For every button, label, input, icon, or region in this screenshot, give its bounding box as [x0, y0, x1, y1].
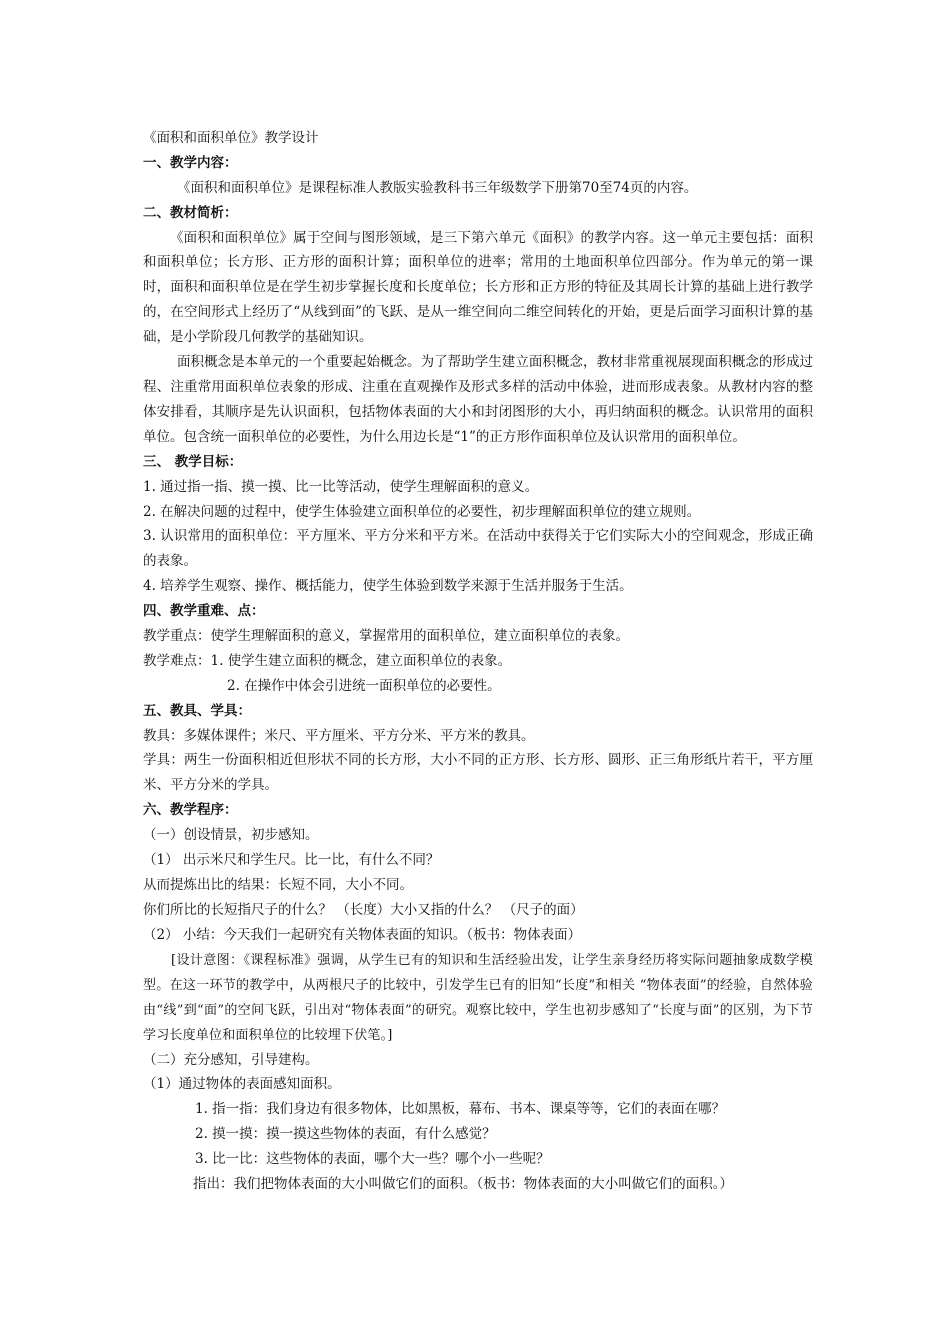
section-heading-procedure: 六、教学程序： [143, 802, 238, 819]
section-heading-content: 一、教学内容： [143, 154, 238, 171]
activity-item: 3. 比一比：这些物体的表面，哪个大一些？哪个小一些呢？ [195, 1151, 550, 1168]
key-point-text: 教学重点：使学生理解面积的意义，掌握常用的面积单位，建立面积单位的表象。 [143, 627, 629, 644]
procedure-line: （1） 出示米尺和学生尺。比一比，有什么不同？ [143, 852, 440, 869]
activity-item: 1. 指一指：我们身边有很多物体，比如黑板，幕布、书本、课桌等等，它们的表面在哪？ [195, 1101, 726, 1118]
analysis-paragraph-1: 《面积和面积单位》属于空间与图形领域，是三下第六单元《面积》的教学内容。这一单元主要包括：面积和面积单位；长方形、正方形的面积计算；面积单位的进率；常用的土地面积单位四部分。作为单元的第一课时，面积和面积单位是在学生初步掌握长度和长度单位；长方形和正方形的特征及其周长计算的基础上进行教学的，在空间形式上经历了“从线到面”的飞跃、是从一维空间向二维空间转化的开始，更是后面学习面积计算的基础，是小学阶段几何教学的基础知识。 [143, 229, 813, 346]
goal-item: 4. 培养学生观察、操作、概括能力，使学生体验到数学来源于生活并服务于生活。 [143, 578, 633, 595]
goal-item: 2. 在解决问题的过程中，使学生体验建立面积单位的必要性，初步理解面积单位的建立规则。 [143, 503, 701, 520]
procedure-line: （2） 小结：今天我们一起研究有关物体表面的知识。（板书：物体表面） [143, 926, 582, 943]
difficulty-item-2: 2. 在操作中体会引进统一面积单位的必要性。 [227, 677, 501, 694]
student-tools-text: 学具：两生一份面积相近但形状不同的长方形，大小不同的正方形、长方形、圆形、正三角形纸片若干，平方厘米、平方分米的学具。 [143, 752, 813, 794]
procedure-line: 从而提炼出比的结果：长短不同，大小不同。 [143, 876, 413, 893]
procedure-part-1: （一）创设情景，初步感知。 [143, 827, 319, 844]
goal-item: 1. 通过指一指、摸一摸、比一比等活动，使学生理解面积的意义。 [143, 478, 539, 495]
procedure-line: 你们所比的长短指尺子的什么？ （长度）大小又指的什么？ （尺子的面） [143, 901, 584, 918]
goal-item: 3. 认识常用的面积单位：平方厘米、平方分米和平方米。在活动中获得关于它们实际大小的空间观念，形成正确的表象。 [143, 528, 813, 570]
procedure-line: （1）通过物体的表面感知面积。 [143, 1076, 341, 1093]
section-heading-analysis: 二、教材简析： [143, 204, 238, 221]
document-page [143, 126, 813, 1197]
activity-item: 2. 摸一摸：摸一摸这些物体的表面，有什么感觉？ [195, 1126, 496, 1143]
section-heading-key-points: 四、教学重难、点： [143, 603, 265, 620]
design-intent-note: [设计意图：《课程标准》强调，从学生已有的知识和生活经验出发，让学生亲身经历将实际问题抽象成数学模型。在这一环节的教学中，从两根尺子的比较中，引发学生已有的旧知“长度”和相关 “物体表面”的经验，自然体验由“线”到“面”的空间飞跃，引出对“物体表面”的研究。观察比较中，学生也初步感知了“长度与面”的区别，为下节学习长度单位和面积单位的比较埋下伏笔。] [143, 952, 813, 1043]
section-heading-tools: 五、教具、学具： [143, 702, 251, 719]
procedure-part-2: （二）充分感知，引导建构。 [143, 1051, 319, 1068]
document-title: 《面积和面积单位》教学设计 [143, 130, 319, 146]
content-paragraph: 《面积和面积单位》是课程标准人教版实验教科书三年级数学下册第70至74页的内容。 [177, 179, 698, 196]
difficulty-item-1: 教学难点：1. 使学生建立面积的概念，建立面积单位的表象。 [143, 652, 512, 669]
conclusion-text: 指出：我们把物体表面的大小叫做它们的面积。（板书：物体表面的大小叫做它们的面积。） [193, 1176, 733, 1193]
analysis-paragraph-2: 面积概念是本单元的一个重要起始概念。为了帮助学生建立面积概念，教材非常重视展现面积概念的形成过程、注重常用面积单位表象的形成、注重在直观操作及形式多样的活动中体验，进而形成表象。从教材内容的整体安排看，其顺序是先认识面积，包括物体表面的大小和封闭图形的大小，再归纳面积的概念。认识常用的面积单位。包含统一面积单位的必要性，为什么用边长是“1”的正方形作面积单位及认识常用的面积单位。 [143, 354, 813, 445]
section-heading-goals: 三、 教学目标： [143, 453, 243, 470]
teacher-tools-text: 教具：多媒体课件；米尺、平方厘米、平方分米、平方米的教具。 [143, 727, 535, 744]
